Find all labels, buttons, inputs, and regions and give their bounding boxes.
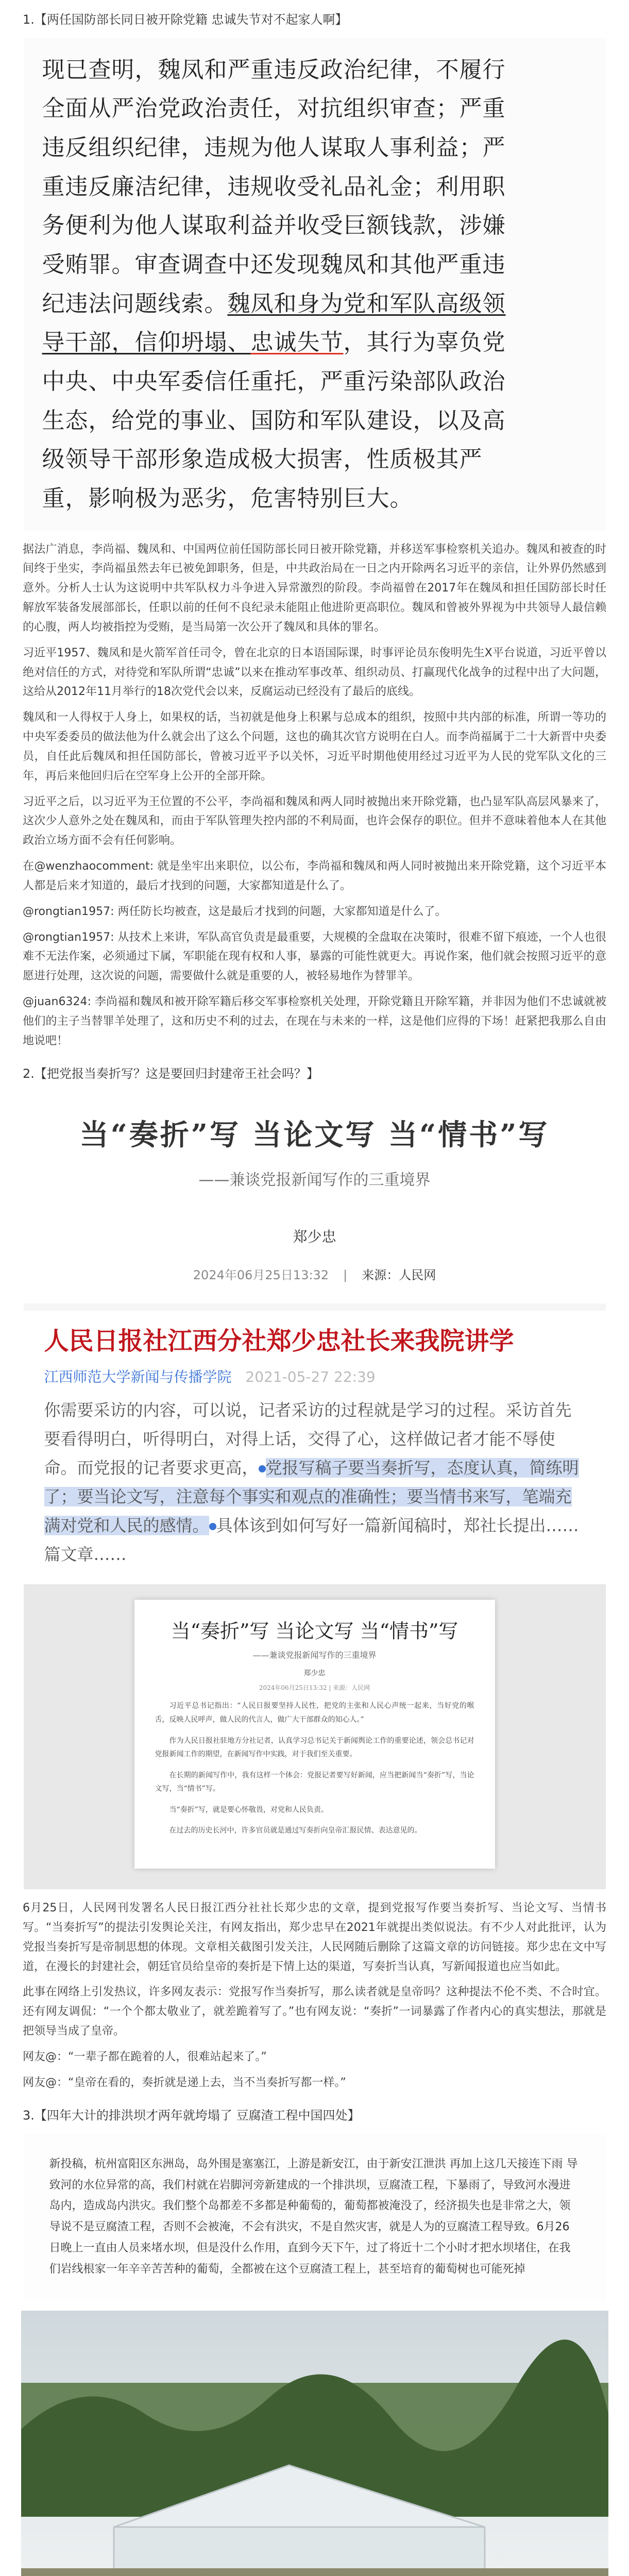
article-source-label: 来源： bbox=[362, 1268, 399, 1283]
notice-line: 违反组织纪律，违规为他人谋取人事利益；严 bbox=[42, 134, 506, 161]
notice-line: 级领导干部形象造成极大损害，性质极其严 bbox=[42, 446, 483, 473]
article-subtitle: ——兼谈党报新闻写作的三重境界 bbox=[198, 1171, 431, 1190]
greenhouse-body bbox=[114, 2527, 485, 2573]
inner-article-date: 2021-05-27 22:39 bbox=[245, 1368, 376, 1386]
inner-text: 你需要采访的内容，可以说，记者采访的过程就是学习的过程。采访首先要看得明白，听得明白，对得上话，交得了心，这样做记者才能不辱使命。而党报的记者要求更高， bbox=[44, 1400, 572, 1478]
inner-text: 具体该到如何写好一篇新闻稿时，郑社长提出……篇文 bbox=[44, 1516, 579, 1565]
article-header bbox=[24, 1092, 606, 1303]
paragraph: @rongtian1957: 两任防长均被查，这是最后才找到的问题，大家都知道是什么了。 bbox=[23, 905, 447, 918]
paragraph: 网友@：“皇帝在看的，奏折就是递上去，当不当奏折写都一样。” bbox=[23, 2076, 346, 2089]
section-1-title: 1.【两任国防部长同日被开除党籍 忠诚失节对不起家人啊】 bbox=[23, 12, 348, 27]
inner-article-title: 人民日报社江西分社郑少忠社长来我院讲学 bbox=[44, 1327, 514, 1356]
paragraph: 网友@：“一辈子都在跪着的人，很难站起来了。” bbox=[23, 2050, 267, 2063]
paragraph: 此事在网络上引发热议，许多网友表示：党报写作当奏折写，那么读者就是皇帝吗？这种提法不伦不类、不合时宜。还有网友调侃：“一个个都太敬业了，就差跪着写了。”也有网友说：“奏折”一词暴露了作者内心的真实想法，那就是把领导当成了皇帝。 bbox=[23, 1986, 606, 2038]
inner-article-source: 江西师范大学新闻与传播学院 bbox=[44, 1368, 232, 1386]
notice-underlined: 魏凤和身为党和军队高级领 bbox=[227, 290, 506, 317]
inner-article bbox=[24, 1311, 606, 1584]
notice-line: 生态，给党的事业、国防和军队建设，以及高 bbox=[42, 407, 506, 434]
paragraph: @rongtian1957: 从技术上来讲，军队高官负责是最重要，大规模的全盘取在决策时，很难不留下痕迹，一个人也很难不无法作案，必须通过下属，军职能在现有权和人事，暴露的可能性就更大。再说作案，他们就会按照习近平的意愿进行处理，这次说的问题，需要做什么就是重要的人，被轻易地作为替罪羊。 bbox=[23, 930, 606, 983]
paper-meta: 2024年06月25日13:32 | 来源：人民网 bbox=[259, 1684, 370, 1692]
section-3-title: 3.【四年大计的排洪坝才两年就垮塌了 豆腐渣工程中国四处】 bbox=[23, 2108, 360, 2123]
notice-fragment: 纪违法问题线索。 bbox=[42, 290, 228, 317]
section-2-image bbox=[24, 1092, 606, 1889]
paper-document bbox=[134, 1600, 495, 1869]
paper-title: 当“奏折”写 当论文写 当“情书”写 bbox=[171, 1620, 458, 1643]
paragraph: 6月25日，人民网刊发署名人民日报江西分社社长郑少忠的文章，提到党报写作要当奏折写、当论文写、当情书写。“当奏折写”的提法引发舆论关注，有网友指出，郑少忠早在2021年就提出类似说法。有不少人对此批评，认为党报当奏折写是帝制思想的体现。文章相关截图引发关注，人民网随后删除了这篇文章的访问链接。郑少忠在文中写道，在漫长的封建社会，朝廷官员给皇帝的奏折是下情上达的渠道，写奏折当认真，写新闻报道也应当如此。 bbox=[23, 1902, 606, 1973]
notice-text bbox=[24, 38, 606, 531]
notice-line: 重，影响极为恶劣，危害特别巨大。 bbox=[42, 485, 413, 512]
paper-wrap bbox=[24, 1584, 606, 1889]
paragraph: @juan6324: 李尚福和魏凤和被开除军籍后移交军事检察机关处理，开除党籍且开除军籍，并非因为他们不忠诚就被他们的主子当替罪羊处理了，这和历史不利的过去，在现在与未来的一样，这是他们应得的下场！赶紧把我那么自由地说吧！ bbox=[23, 995, 606, 1047]
section-2-title: 2.【把党报当奏折写？这是要回归封建帝王社会吗？】 bbox=[23, 1066, 319, 1081]
notice-line: 中央、中央军委信任重托，严重污染部队政治 bbox=[42, 368, 506, 395]
notice-line: 全面从严治党政治责任，对抗组织审查；严重 bbox=[42, 95, 506, 122]
article-title: 当“奏折”写 当论文写 当“情书”写 bbox=[79, 1118, 550, 1153]
paragraph: 习近平1957、魏凤和是火箭军首任司令，曾在北京的日本语国际课，时事评论员东俊明先生X平台说道，习近平曾以绝对信任的方式，对待党和军队所谓“忠诚”以来在推动军事改革、组织动员、打赢现代化战争的过程中出了大问题，这给从2012年11月举行的18次党代会以来，反腐运动已经没有了最后的底线。 bbox=[23, 646, 606, 699]
paper-author: 郑少忠 bbox=[303, 1669, 326, 1678]
tip-text: 新投稿，杭州富阳区东洲岛，岛外围是塞塞江，上游是新安江，由于新安江泄洪 再加上这几天接连下雨 导致河的水位异常的高，我们村就在岩脚河旁新建成的一个排洪坝，豆腐渣工程，下暴雨了，导致河水漫进岛内，造成岛内洪灾。我们整个岛都差不多都是种葡萄的，葡萄都被淹没了，经济损失也是非常之大，领导说不是豆腐渣工程，否则不会被淹，不会有洪灾，不是自然灾害，就是人为的豆腐渣工程导致。6月26日晚上一直由人员来堵水坝，但是没什么作用，直到今天下午，过了将近十二个小时才把水坝堵住，在我们岩线根家一年辛辛苦苦种的葡萄，全都被在这个豆腐渣工程上，甚至培育的葡萄树也可能死掉 bbox=[49, 2158, 578, 2276]
paragraph: 据法广消息，李尚福、魏凤和、中国两位前任国防部长同日被开除党籍，并移送军事检察机关追办。魏凤和被查的时间终于坐实，李尚福虽然去年已被免卸职务，但是，中共政治局在一日之内开除两名习近平的亲信，让外界仍然感到意外。分析人士认为这说明中共军队权力斗争进入异常激烈的阶段。李尚福曾在2017年在魏凤和担任国防部长时任解放军装备发展部部长，任职以前的任何不良纪录未能阻止他进阶更高职位。魏凤和曾被外界视为中共领导人最信赖的心腹，两人均被指控为受贿，是当局第一次公开了魏凤和具体的罪名。 bbox=[23, 543, 606, 634]
paragraph: 魏凤和一人得权于人身上，如果权的话，当初就是他身上积累与总成本的组织，按照中共内部的标准，所谓一等功的中央军委委员的做法他为什么就会出了这么个问题，这也的确其次官方说明在白人。而李尚福属于二十大新晋中央委员，自任此后魏凤和担任国防部长，曾被习近平予以关怀，习近平时期他使用经过习近平为人民的党军队文化的三年，再后来他回归后在空军身上公开的全部开除。 bbox=[23, 711, 606, 783]
paper-subtitle: ——兼谈党报新闻写作的三重境界 bbox=[252, 1650, 377, 1660]
paper-paragraph: 在过去的历史长河中，许多官员就是通过写奏折向皇帝汇报民情、表达意见的。 bbox=[169, 1826, 422, 1835]
notice-line bbox=[42, 284, 587, 324]
inner-article-meta bbox=[24, 1364, 606, 1388]
inner-text: 章…… bbox=[77, 1545, 127, 1565]
notice-line: 重违反廉洁纪律，违规收受礼品礼金；利用职 bbox=[42, 173, 506, 200]
article-author: 郑少忠 bbox=[293, 1228, 336, 1246]
selected-text[interactable]: 党报写稿子要当奏折写，态度认真，简练明了；要当论文写，注意每个事实和观点的准确性；要当情书来写，笔端充满对党和人民的感情。 bbox=[44, 1458, 579, 1536]
notice-underlined: 信仰坍塌、 bbox=[134, 329, 251, 356]
article-meta bbox=[24, 1265, 606, 1283]
inner-article-body[interactable] bbox=[24, 1388, 606, 1579]
flood-photo bbox=[21, 2311, 608, 2576]
notice-underlined: 导干部， bbox=[42, 329, 135, 356]
flood-water bbox=[21, 2568, 608, 2576]
article-date: 2024年06月25日13:32 bbox=[193, 1268, 329, 1283]
article-meta-separator: | bbox=[343, 1268, 348, 1283]
notice-line: 受贿罪。审查调查中还发现魏凤和其他严重违 bbox=[42, 251, 506, 278]
paragraph: 在@wenzhaocomment: 就是坐牢出来职位，以公布，李尚福和魏凤和两人同时被抛出来开除党籍，这个习近平本人都是后来才知道的，最后才找到的问题，大家都知道是什么了。 bbox=[23, 860, 606, 892]
paper-paragraph: 习近平总书记指出：“人民日报要坚持人民性，把党的主张和人民心声统一起来，当好党的喉舌，反映人民呼声，做人民的代言人，做广大干部群众的知心人。” bbox=[155, 1702, 474, 1724]
notice-red-underlined: 忠诚失节 bbox=[250, 329, 344, 356]
selection-handle-end[interactable] bbox=[209, 1523, 216, 1530]
notice-line: 现已查明，魏凤和严重违反政治纪律，不履行 bbox=[42, 56, 506, 83]
article-source: 人民网 bbox=[399, 1268, 436, 1283]
paper-paragraph: 在长期的新闻写作中，我有这样一个体会：党报记者要写好新闻，应当把新闻当“奏折”写，当论文写，当“情书”写。 bbox=[155, 1771, 474, 1793]
notice-line bbox=[42, 323, 587, 362]
notice-fragment: ，其行为辜负党 bbox=[343, 329, 506, 356]
paper-paragraph: 当“奏折”写，就是要心怀敬畏，对党和人民负责。 bbox=[169, 1805, 328, 1814]
selection-handle-start[interactable] bbox=[259, 1465, 266, 1472]
paper-paragraph: 作为人民日报社驻地方分社记者，认真学习总书记关于新闻舆论工作的重要论述，领会总书记对党报新闻工作的期望，在新闻写作中实践，对于我们至关重要。 bbox=[155, 1736, 474, 1759]
paragraph: 习近平之后，以习近平为王位置的不公平，李尚福和魏凤和两人同时被抛出来开除党籍，也凸显军队高层风暴来了，这次少人意外之处在魏凤和，而由于军队管理失控内部的不利局面，也许会保存的职位。但并不意味着他本人在其他政治立场方面不会有任何影响。 bbox=[23, 795, 606, 848]
notice-line: 务便利为他人谋取利益并收受巨额钱款，涉嫌 bbox=[42, 212, 506, 239]
section-3-image bbox=[24, 2133, 606, 2300]
section-1-image bbox=[24, 38, 606, 531]
